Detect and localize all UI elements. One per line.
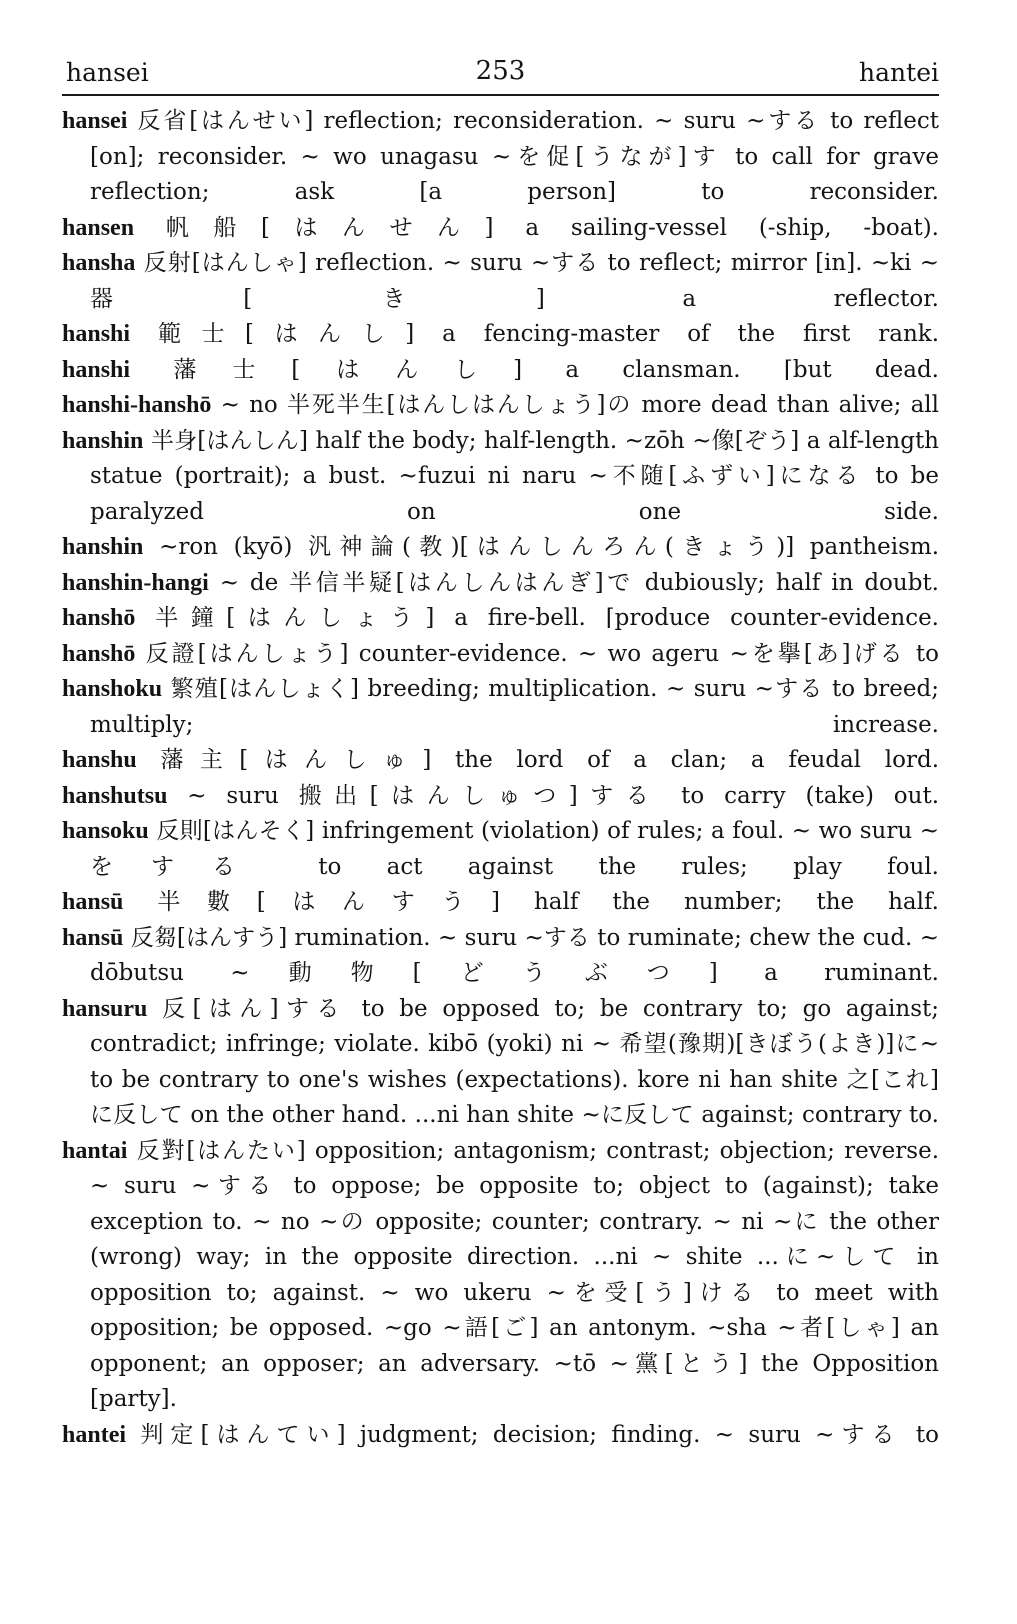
headword: hansoku (62, 818, 149, 844)
headword: hansū (62, 889, 124, 915)
entry-text: 反則[はんそく] infringement (violation) of rules; a foul. ~ wo suru ~をする to act against the rules; play foul. (90, 818, 939, 880)
entry-text: 半身[はんしん] half the body; half-length. ~zōh ~像[ぞう] a alf-length statue (portrait); a bust. ~fuzui ni naru ~不随[ふずい]になる to be paralyzed on one side. (90, 427, 939, 525)
page-number: 253 (475, 56, 526, 86)
headword: hantei (62, 1421, 127, 1448)
headword: hanshō (62, 605, 136, 631)
headword: hanshi-hanshō (62, 392, 212, 418)
entry (62, 672, 939, 743)
entry-text: 範士[はんし] a fencing-master of the first rank. (157, 321, 940, 347)
entry (62, 779, 939, 815)
headword: hansha (62, 250, 136, 276)
entry (62, 388, 939, 424)
right-guide-word: hantei (859, 58, 939, 87)
entry (62, 317, 939, 353)
entry-text: 反省[はんせい] reflection; reconsideration. ~ suru ~する to reflect [on]; reconsider. ~ wo unagasu ~を促[うなが]す to call for grave reflection; ask [a person] to reconsider. (90, 108, 939, 205)
headword: hansen (62, 214, 135, 241)
entry-text: ~ suru 搬出[はんしゅつ]する to carry (take) out. (187, 782, 940, 809)
entry (62, 353, 939, 389)
left-guide-word: hansei (66, 58, 149, 87)
entry-text: 藩主[はんしゅ] the lord of a clan; a feudal lord. (160, 747, 940, 773)
headword: hansū (62, 924, 124, 951)
entry-text: 反射[はんしゃ] reflection. ~ suru ~する to reflect; mirror [in]. ~ki ~器[き] a reflector. (90, 250, 940, 312)
entry-text: 半數[はんすう] half the number; the half. (157, 889, 939, 915)
entry-text: 藩士[はんし] a clansman. ⌈but dead. (173, 356, 939, 383)
entry-text: ~ron (kyō) 汎神論(教)[はんしんろん(きょう)] pantheism. (159, 534, 940, 560)
entry-text: 半鐘[はんしょう] a fire-bell. ⌈produce counter-evidence. (155, 605, 939, 631)
headword: hanshin-hangi (62, 569, 209, 596)
headword: hansuru (62, 995, 148, 1022)
entry (62, 1418, 939, 1454)
entry (62, 246, 939, 317)
entry-text: 判定[はんてい] judgment; decision; finding. ~ suru ~する to (140, 1421, 939, 1448)
entry (62, 601, 939, 637)
entry (62, 743, 939, 779)
entry-text: ~ de 半信半疑[はんしんはんぎ]で dubiously; half in doubt. (219, 569, 939, 596)
entry (62, 530, 939, 566)
headword: hanshutsu (62, 782, 168, 809)
headword: hanshu (62, 747, 137, 773)
headword: hanshoku (62, 676, 163, 702)
headword: hanshi (62, 321, 131, 347)
headword: hanshin (62, 427, 144, 454)
entry-text: 反對[はんたい] opposition; antagonism; contrast; objection; reverse. ~ suru ~する to oppose; be opposite to; object to (against); take exception to. ~ no ~の opposite; counter; contrary. ~ ni ~に the other (wrong) way; in the opposite direction. ...ni ~ shite ...に~して in opposition to; against. ~ wo ukeru ~を受[う]ける to meet with opposition; be opposed. ~go ~語[ご] an antonym. ~sha ~者[しゃ] an opponent; an opposer; an adversary. ~tō ~黨[とう] the Opposition [party]. (90, 1137, 940, 1412)
entry (62, 424, 939, 531)
headword: hantai (62, 1137, 128, 1164)
entry-text: 反芻[はんすう] rumination. ~ suru ~する to ruminate; chew the cud. ~ dōbutsu ~動物[どうぶつ] a ruminant. (90, 924, 940, 986)
entry (62, 211, 939, 247)
headword: hanshin (62, 534, 144, 560)
entry (62, 566, 939, 602)
entry-list (62, 104, 939, 1453)
headword: hansei (62, 108, 128, 134)
entry (62, 637, 939, 673)
entry-text: ~ no 半死半生[はんしはんしょう]の more dead than alive; all (220, 392, 940, 418)
entry (62, 885, 939, 921)
headword: hanshi (62, 356, 131, 383)
entry (62, 1134, 939, 1418)
entry (62, 814, 939, 885)
entry-text: 帆船[はんせん] a sailing-vessel (-ship, -boat). (165, 214, 939, 241)
headword: hanshō (62, 640, 136, 667)
entry-text: 繁殖[はんしょく] breeding; multiplication. ~ suru ~する to breed; multiply; increase. (90, 676, 939, 738)
entry-text: 反證[はんしょう] counter-evidence. ~ wo ageru ~を擧[あ]げる to (145, 640, 939, 667)
entry (62, 921, 939, 992)
entry-text: 反[はん]する to be opposed to; be contrary to; go against; contradict; infringe; violate. kibō (yoki) ni ~ 希望(豫期)[きぼう(よき)]に~ to be contrary to one's wishes (expectations). kore ni han shite 之[これ]に反して on the other hand. ...ni han shite ~に反して against; contrary to. (90, 995, 940, 1128)
entry (62, 104, 939, 211)
entry (62, 992, 939, 1134)
page-header (62, 54, 939, 96)
